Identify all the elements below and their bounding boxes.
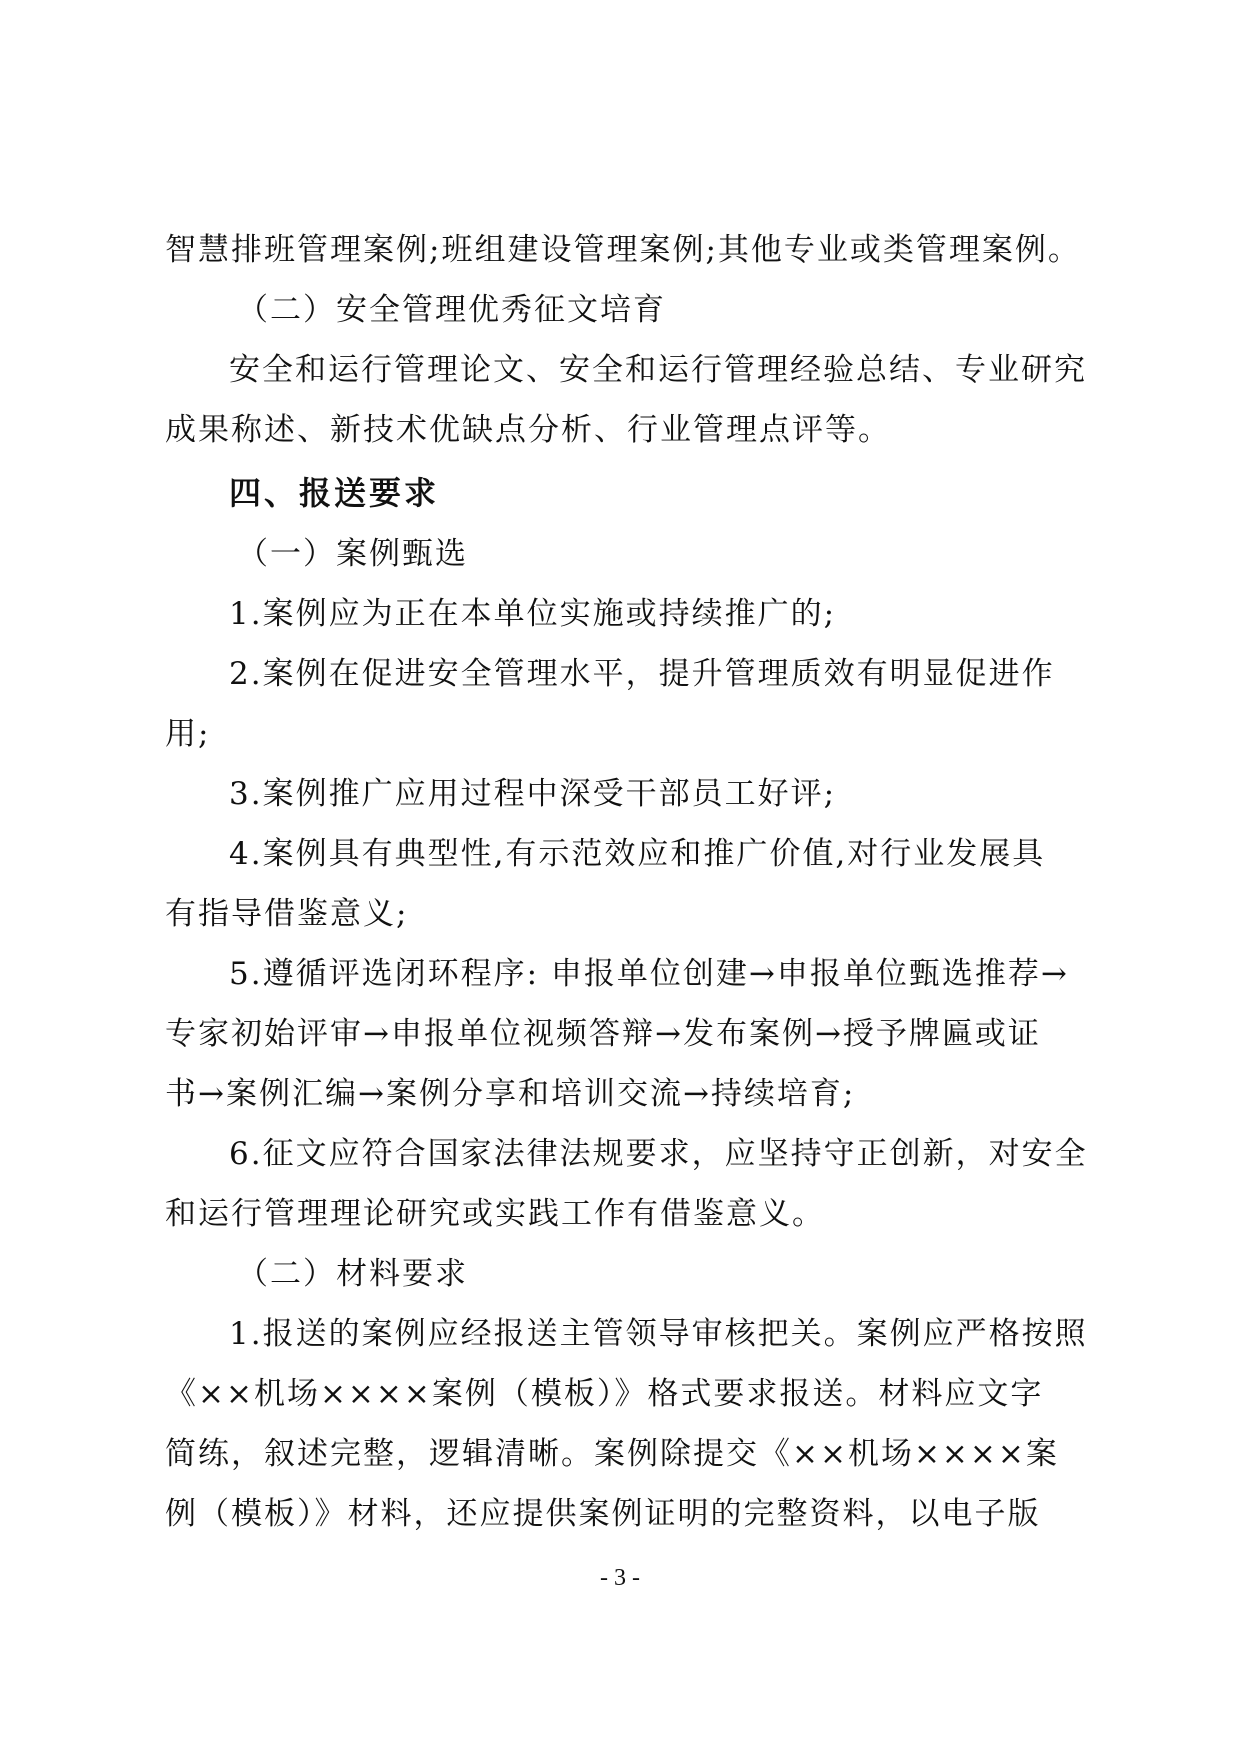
paragraph-line: 2.案例在促进安全管理水平，提升管理质效有明显促进作 — [229, 656, 1055, 692]
page-number: - 3 - — [600, 1565, 640, 1591]
section-heading: 四、报送要求 — [229, 474, 440, 512]
paragraph-line: 4.案例具有典型性,有示范效应和推广价值,对行业发展具 — [229, 836, 1046, 872]
paragraph-line: 成果称述、新技术优缺点分析、行业管理点评等。 — [165, 412, 891, 448]
paragraph-line: 例（模板）》材料，还应提供案例证明的完整资料，以电子版 — [165, 1496, 1041, 1532]
paragraph-line: 安全和运行管理论文、安全和运行管理经验总结、专业研究 — [229, 352, 1087, 388]
paragraph-line: 专家初始评审→申报单位视频答辩→发布案例→授予牌匾或证 — [165, 1016, 1041, 1052]
paragraph-line: 6.征文应符合国家法律法规要求，应坚持守正创新，对安全 — [229, 1136, 1088, 1172]
subsection-heading: （一）案例甄选 — [237, 536, 468, 572]
paragraph-line: 《××机场××××案例（模板）》格式要求报送。材料应文字 — [165, 1376, 1044, 1412]
paragraph-line: 有指导借鉴意义; — [165, 896, 409, 932]
paragraph-line: 书→案例汇编→案例分享和培训交流→持续培育; — [165, 1076, 856, 1112]
paragraph-line: 简练，叙述完整，逻辑清晰。案例除提交《××机场××××案 — [165, 1436, 1059, 1472]
paragraph-line: 智慧排班管理案例;班组建设管理案例;其他专业或类管理案例。 — [165, 232, 1081, 268]
subsection-heading: （二）材料要求 — [237, 1256, 468, 1292]
document-body — [165, 220, 1088, 1544]
paragraph-line: 5.遵循评选闭环程序: 申报单位创建→申报单位甄选推荐→ — [229, 956, 1069, 992]
paragraph-line: 1.报送的案例应经报送主管领导审核把关。案例应严格按照 — [229, 1316, 1088, 1352]
paragraph-line: 用; — [165, 716, 211, 752]
subsection-heading: （二）安全管理优秀征文培育 — [237, 292, 666, 328]
paragraph-line: 3.案例推广应用过程中深受干部员工好评; — [229, 776, 837, 812]
paragraph-line: 和运行管理理论研究或实践工作有借鉴意义。 — [165, 1196, 825, 1232]
paragraph-line: 1.案例应为正在本单位实施或持续推广的; — [229, 596, 837, 632]
